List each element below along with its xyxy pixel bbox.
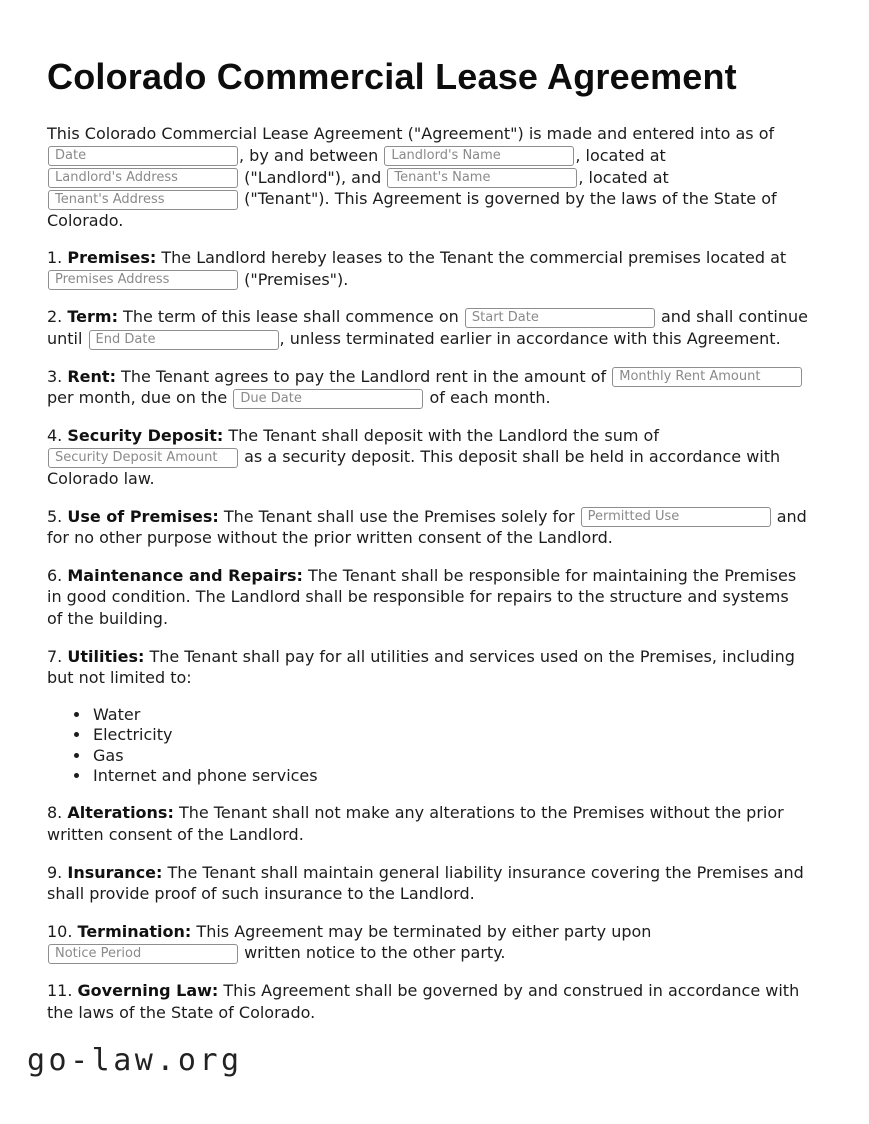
- section-heading: Alterations:: [67, 803, 174, 823]
- section-heading: Use of Premises:: [67, 506, 219, 526]
- section-heading: Rent:: [67, 366, 116, 386]
- security-deposit-input[interactable]: [48, 448, 238, 468]
- text-run: ("Landlord"), and: [239, 167, 387, 187]
- text-run: of each month.: [424, 388, 551, 408]
- section-premises: [47, 247, 808, 290]
- text-run: This Colorado Commercial Lease Agreement ("Agreement") is made and entered into as of: [47, 124, 775, 144]
- text-run: 1.: [47, 248, 68, 268]
- section-heading: Security Deposit:: [67, 425, 224, 445]
- permitted-use-input[interactable]: [581, 507, 771, 527]
- text-run: written notice to the other party.: [239, 943, 506, 963]
- section-heading: Insurance:: [67, 862, 163, 882]
- date-input[interactable]: [48, 146, 238, 166]
- text-run: 10.: [47, 921, 78, 941]
- text-run: 9.: [47, 862, 68, 882]
- text-run: 5.: [47, 506, 68, 526]
- footer-brand: go-law.org: [27, 1043, 243, 1079]
- text-run: The Landlord hereby leases to the Tenant the commercial premises located at: [156, 248, 787, 268]
- text-run: 11.: [47, 980, 78, 1000]
- text-run: ("Premises").: [239, 269, 349, 289]
- section-rent: [47, 366, 808, 409]
- text-run: 6.: [47, 565, 68, 585]
- text-run: The Tenant shall use the Premises solely for: [218, 506, 580, 526]
- section-heading: Termination:: [77, 921, 192, 941]
- section-heading: Governing Law:: [77, 980, 219, 1000]
- text-run: The Tenant shall be responsible for maintaining the Premises in good condition. The Landlord shall be responsible for repairs to the structure and systems of the building.: [47, 565, 797, 628]
- text-run: , by and between: [239, 145, 384, 165]
- text-run: ("Tenant"). This Agreement is governed by the laws of the State of Colorado.: [47, 189, 777, 230]
- text-run: The Tenant shall deposit with the Landlord the sum of: [223, 425, 659, 445]
- landlord-address-input[interactable]: [48, 168, 238, 188]
- section-security-deposit: [47, 425, 808, 490]
- section-heading: Term:: [67, 307, 118, 327]
- text-run: The Tenant agrees to pay the Landlord rent in the amount of: [115, 366, 612, 386]
- text-run: per month, due on the: [47, 388, 233, 408]
- text-run: and shall continue until: [47, 307, 808, 349]
- utilities-list: [47, 705, 808, 787]
- text-run: and for no other purpose without the prior written consent of the Landlord.: [47, 506, 807, 548]
- text-run: The term of this lease shall commence on: [117, 307, 464, 327]
- section-heading: Maintenance and Repairs:: [67, 565, 303, 585]
- notice-period-input[interactable]: [48, 944, 238, 964]
- tenant-address-input[interactable]: [48, 190, 238, 210]
- section-insurance: [47, 862, 808, 905]
- section-heading: Utilities:: [67, 646, 145, 666]
- text-run: The Tenant shall maintain general liability insurance covering the Premises and shall provide proof of such insurance to the Landlord.: [47, 862, 804, 904]
- section-termination: [47, 921, 808, 964]
- due-date-input[interactable]: [233, 389, 423, 409]
- section-term: [47, 306, 808, 349]
- premises-address-input[interactable]: [48, 270, 238, 290]
- text-run: This Agreement shall be governed by and construed in accordance with the laws of the State of Colorado.: [47, 980, 800, 1022]
- monthly-rent-input[interactable]: [612, 367, 802, 387]
- section-alterations: [47, 802, 808, 845]
- text-run: , located at: [575, 145, 666, 165]
- text-run: 8.: [47, 803, 68, 823]
- section-heading: Premises:: [67, 248, 157, 268]
- section-governing-law: [47, 980, 808, 1023]
- end-date-input[interactable]: [89, 330, 279, 350]
- list-item: • Gas: [91, 746, 808, 766]
- text-run: The Tenant shall pay for all utilities and services used on the Premises, including but not limited to:: [47, 646, 795, 688]
- start-date-input[interactable]: [465, 308, 655, 328]
- text-run: 3.: [47, 366, 68, 386]
- list-item: • Electricity: [91, 725, 808, 745]
- text-run: , unless terminated earlier in accordance with this Agreement.: [279, 329, 781, 349]
- text-run: The Tenant shall not make any alterations to the Premises without the prior written consent of the Landlord.: [47, 803, 784, 844]
- document-body: [47, 123, 808, 1023]
- text-run: 4.: [47, 425, 68, 445]
- section-maintenance-and-repairs: [47, 565, 808, 630]
- text-run: , located at: [578, 167, 669, 187]
- text-run: 2.: [47, 307, 68, 327]
- page-title: Colorado Commercial Lease Agreement: [47, 56, 737, 97]
- intro-paragraph: [47, 123, 808, 231]
- landlord-name-input[interactable]: [384, 146, 574, 166]
- list-item: • Internet and phone services: [91, 766, 808, 786]
- tenant-name-input[interactable]: [387, 168, 577, 188]
- section-utilities: [47, 646, 808, 689]
- section-use-of-premises: [47, 506, 808, 549]
- text-run: This Agreement may be terminated by either party upon: [191, 921, 652, 941]
- list-item: • Water: [91, 705, 808, 725]
- text-run: 7.: [47, 646, 68, 666]
- text-run: as a security deposit. This deposit shall be held in accordance with Colorado law.: [47, 447, 781, 489]
